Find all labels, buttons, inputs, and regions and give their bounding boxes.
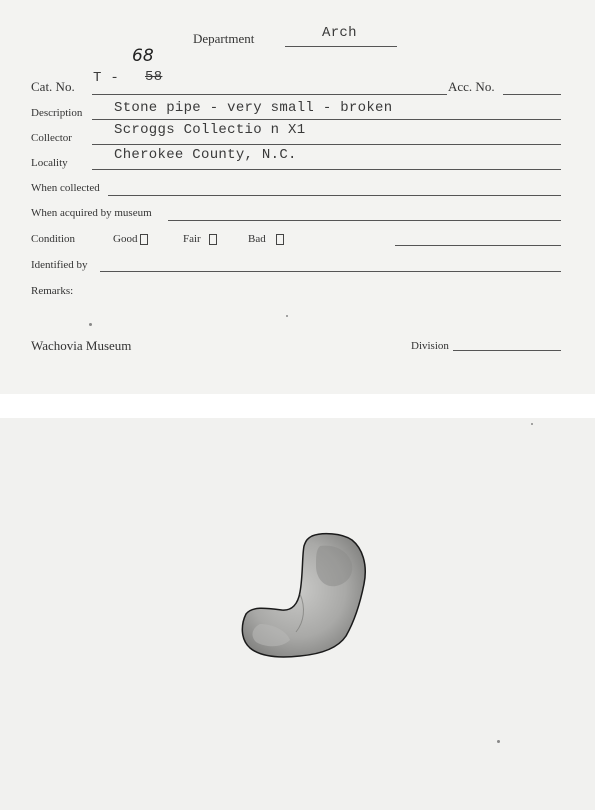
condition-good-checkbox [140, 234, 148, 245]
speck [286, 315, 288, 317]
condition-fair-label: Fair [183, 233, 201, 245]
locality-value: Cherokee County, N.C. [114, 147, 297, 163]
cat-no-handwritten: 68 [132, 46, 154, 66]
collector-value: Scroggs Collectio n X1 [114, 122, 306, 138]
condition-fair-checkbox [209, 234, 217, 245]
description-rule [92, 119, 561, 120]
condition-good-label: Good [113, 233, 138, 245]
museum-name: Wachovia Museum [31, 338, 132, 353]
condition-good [113, 233, 148, 245]
condition-bad [248, 233, 284, 245]
department-value: Arch [322, 25, 357, 41]
division-rule [453, 350, 561, 351]
collector-label: Collector [31, 132, 72, 144]
department-rule [285, 46, 397, 47]
stone-pipe-photo [0, 418, 595, 810]
when-collected-rule [108, 195, 561, 196]
remarks-label: Remarks: [31, 285, 74, 297]
condition-bad-checkbox [276, 234, 284, 245]
catalog-card-back [0, 418, 595, 810]
speck [89, 323, 92, 326]
department-label: Department [193, 31, 255, 46]
description-label: Description [31, 107, 83, 119]
when-acquired-label: When acquired by museum [31, 207, 152, 219]
acc-no-rule [503, 94, 561, 95]
condition-fair [183, 233, 217, 245]
cat-no-rule [92, 94, 447, 95]
condition-bad-label: Bad [248, 233, 266, 245]
cat-no-struck: 58 [145, 69, 163, 85]
condition-label: Condition [31, 233, 76, 245]
division-label: Division [411, 340, 449, 352]
cat-no-label: Cat. No. [31, 79, 75, 94]
locality-rule [92, 169, 561, 170]
description-value: Stone pipe - very small - broken [114, 100, 393, 116]
when-collected-label: When collected [31, 182, 100, 194]
catalog-card-front [0, 0, 595, 394]
identified-by-rule [100, 271, 561, 272]
condition-rule [395, 245, 561, 246]
acc-no-label: Acc. No. [448, 79, 495, 94]
collector-rule [92, 144, 561, 145]
identified-by-label: Identified by [31, 259, 88, 271]
cat-no-value: T - [93, 70, 120, 86]
when-acquired-rule [168, 220, 561, 221]
locality-label: Locality [31, 157, 68, 169]
